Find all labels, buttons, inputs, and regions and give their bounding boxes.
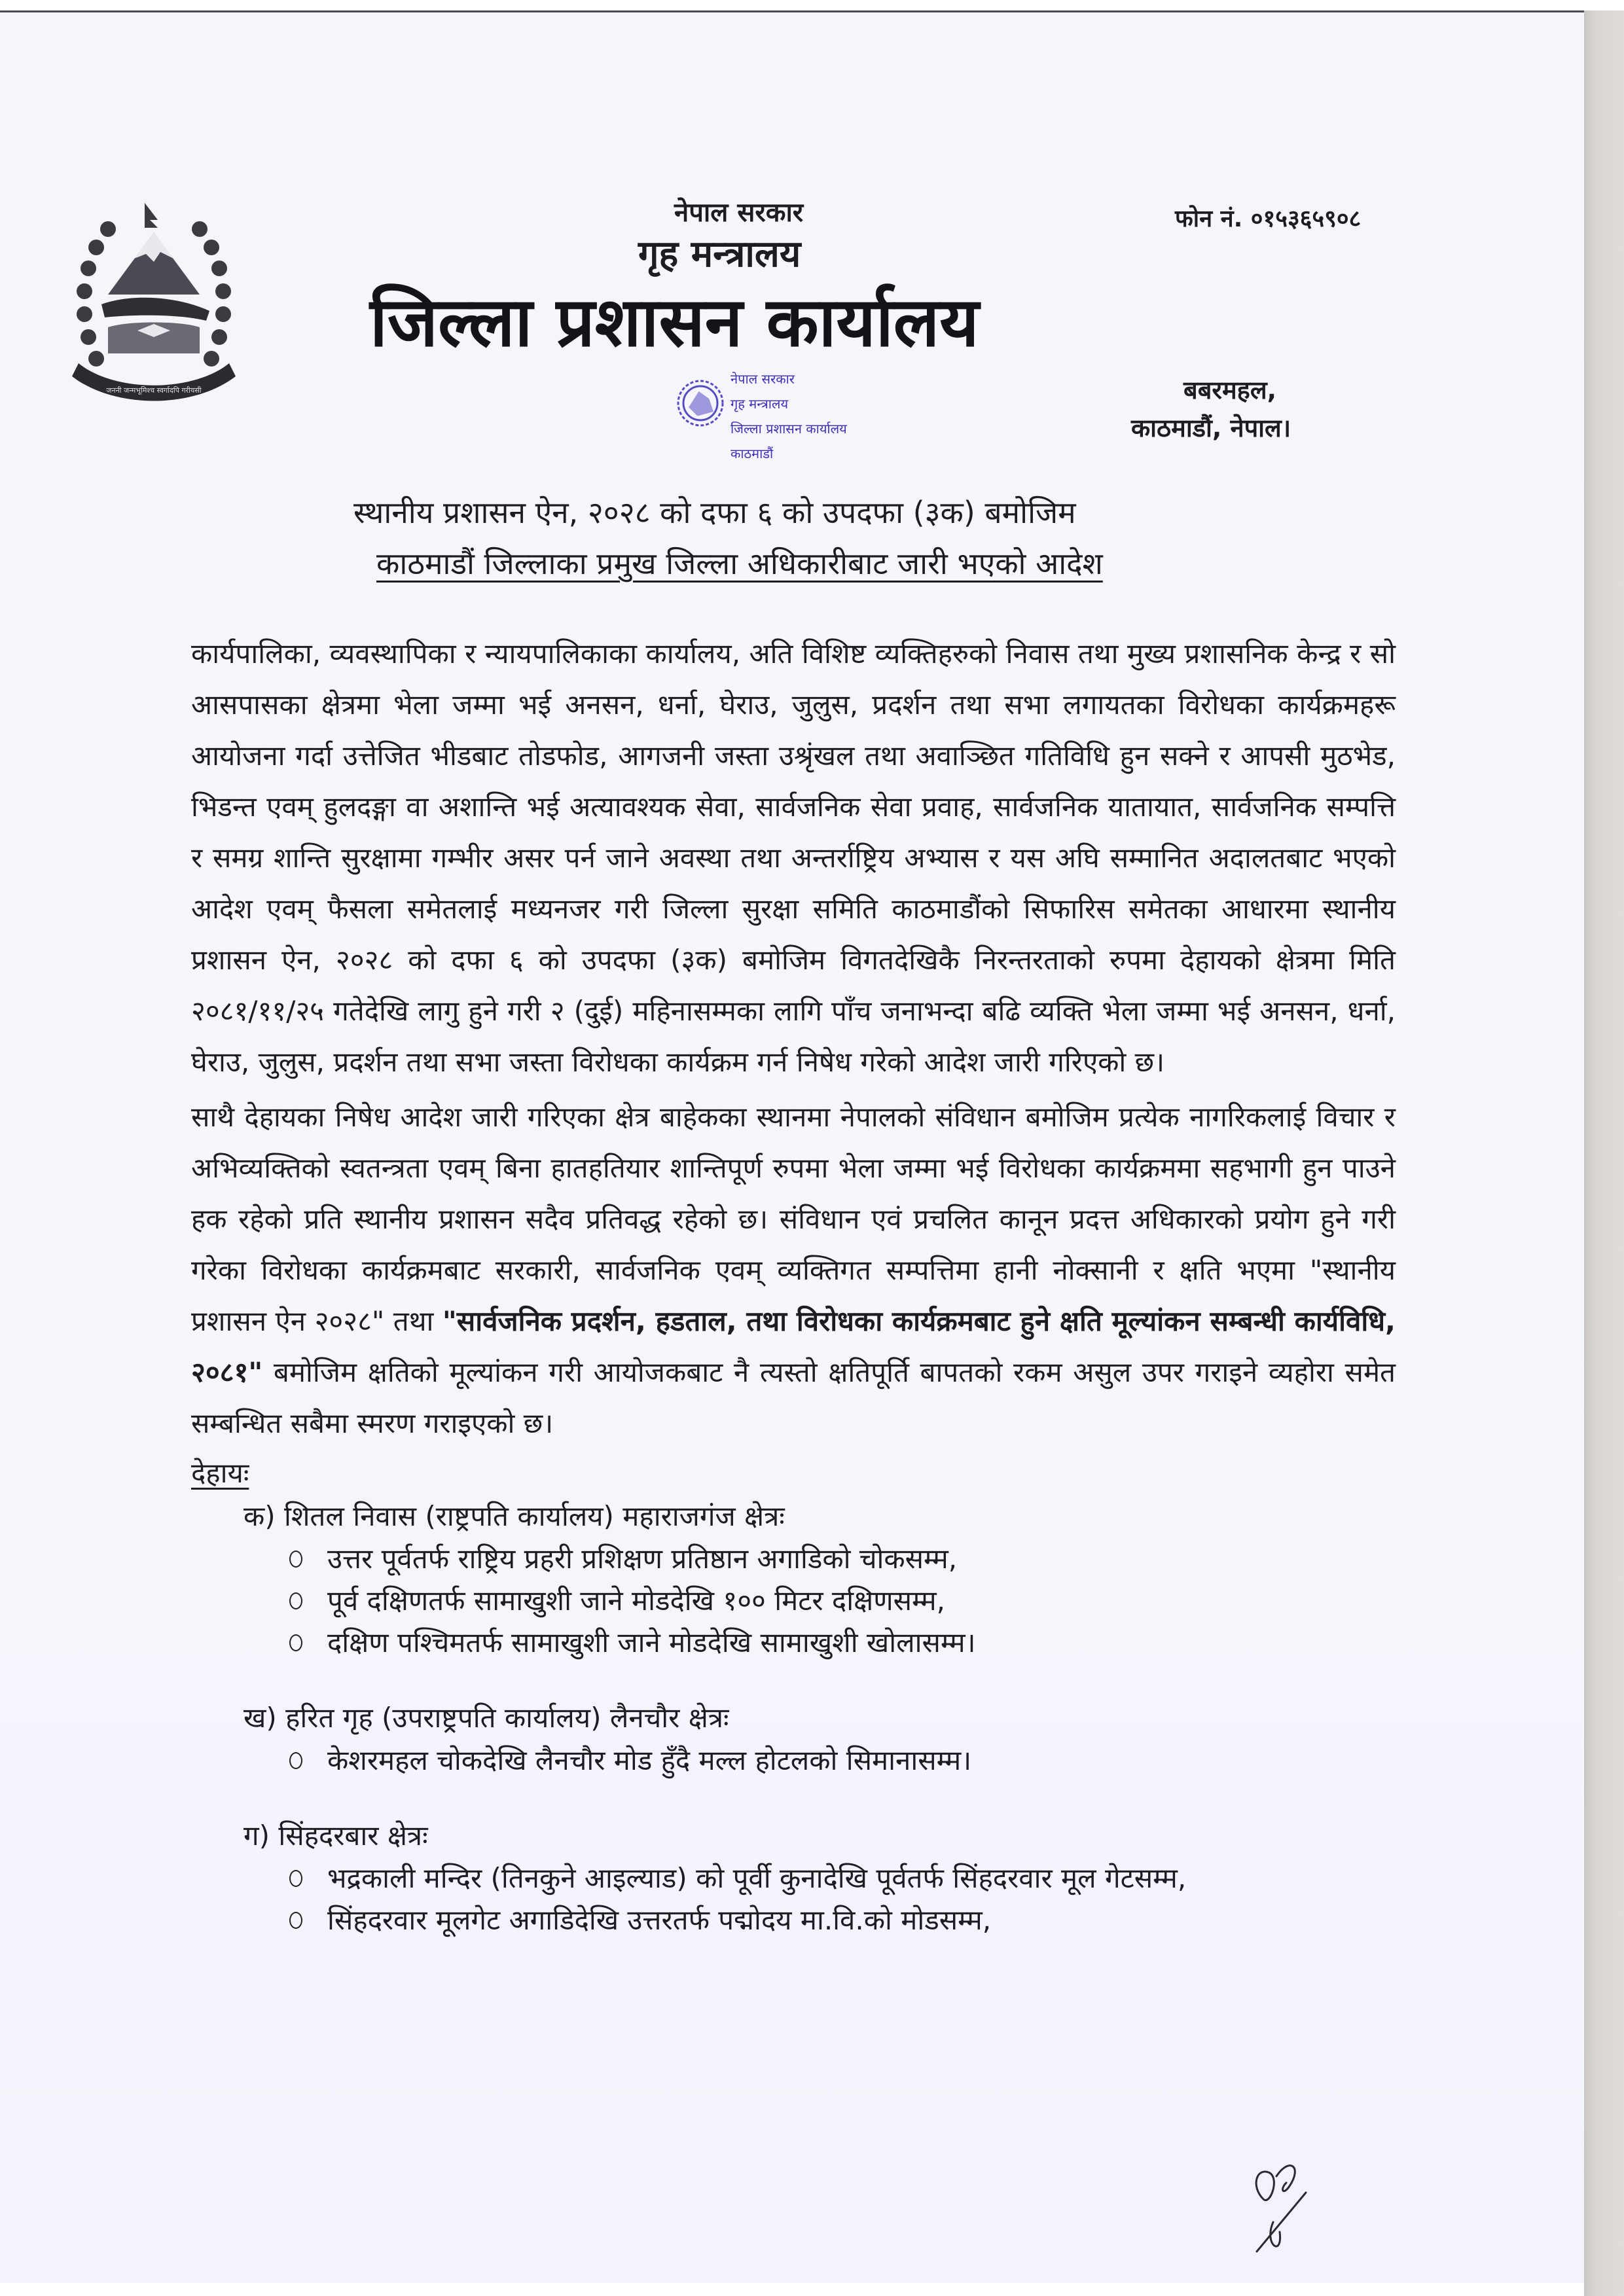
address-line-1: बबरमहल, <box>1183 376 1277 404</box>
section-title-ka: क) शितल निवास (राष्ट्रपति कार्यालय) महाराजगंज क्षेत्रः <box>244 1500 785 1532</box>
list-item <box>289 1857 1396 1899</box>
scan-edge-line <box>0 10 1584 12</box>
paragraph-2-text-c: बमोजिम क्षतिको मूल्यांकन गरी आयोजकबाट नै त्यस्तो क्षतिपूर्ति बापतको रकम असुल उपर गराइने व्यहोरा समेत सम्बन्धित सबैमा स्मरण गराइएको छ। <box>191 1356 1396 1439</box>
official-stamp <box>674 364 871 482</box>
flag-shape <box>145 203 158 228</box>
procedure-reference: "सार्वजनिक प्रदर्शन, हडताल, तथा विरोधका कार्यक्रमबाट हुने क्षति मूल्यांकन सम्बन्धी कार्यविधि, २०८१" <box>191 1305 1396 1388</box>
section-title-ga: ग) सिंहदरबार क्षेत्रः <box>244 1820 428 1852</box>
bullet-circle-icon <box>289 1551 302 1568</box>
emblem-motto: जननी जन्मभूमिश्च स्वर्गादपि गरीयसी <box>106 386 202 395</box>
paragraph-2-text-a: साथै देहायका निषेध आदेश जारी गरिएका क्षेत्र बाहेकका स्थानमा नेपालको संविधान बमोजिम प्रत्येक नागरिकलाई विचार र अभिव्यक्तिको स्वतन्त्रता एवम् बिना हातहतियार शान्तिपूर्ण रुपमा भेला जम्मा भई विरोधका कार्यक्रममा सहभागी हुन पाउने हक रहेको प्रति स्थानीय प्रशासन सदैव प्रतिवद्ध रहेको छ। संविधान एवं प्रचलित कानून प्रदत्त अधिकारको प्रयोग हुने गरी गरेका विरोधका कार्यक्रमबाट सरकारी, सार्वजनिक एवम् व्यक्तिगत सम्पत्तिमा हानी नोक्सानी र क्षति भएमा <box>191 1101 1396 1286</box>
bullet-circle-icon <box>289 1870 302 1887</box>
bullet-circle-icon <box>289 1634 302 1651</box>
list-item <box>289 1740 1396 1782</box>
body-paragraph-2 <box>191 1092 1396 1449</box>
order-body <box>191 628 1396 1449</box>
bullet-circle-icon <box>289 1752 302 1769</box>
list-item-text: सिंहदरवार मूलगेट अगाडिदेखि उत्तरतर्फ पद्मोदय मा.वि.को मोडसम्म, <box>327 1904 992 1936</box>
list-item <box>289 1622 1396 1664</box>
government-name: नेपाल सरकार <box>674 198 804 228</box>
bullet-circle-icon <box>289 1592 302 1609</box>
list-item-text: पूर्व दक्षिणतर्फ सामाखुशी जाने मोडदेखि १०० मिटर दक्षिणसम्म, <box>327 1585 945 1617</box>
scan-margin-bottom <box>0 2283 1584 2296</box>
stamp-line-1: नेपाल सरकार <box>731 371 795 387</box>
signature <box>1244 2160 1322 2258</box>
list-item <box>289 1538 1396 1580</box>
stamp-line-2: गृह मन्त्रालय <box>731 396 789 412</box>
ministry-name: गृह मन्त्रालय <box>638 233 801 276</box>
list-item <box>289 1580 1396 1622</box>
body-paragraph-1: कार्यपालिका, व्यवस्थापिका र न्यायपालिकाका कार्यालय, अति विशिष्ट व्यक्तिहरुको निवास तथा मुख्य प्रशासनिक केन्द्र र सो आसपासका क्षेत्रमा भेला जम्मा भई अनसन, धर्ना, घेराउ, जुलुस, प्रदर्शन तथा सभा लगायतका विरोधका कार्यक्रमहरू आयोजना गर्दा उत्तेजित भीडबाट तोडफोड, आगजनी जस्ता उश्रृंखल तथा अवाञ्छित गतिविधि हुन सक्ने र आपसी मुठभेड, भिडन्त एवम् हुलदङ्गा वा अशान्ति भई अत्यावश्यक सेवा, सार्वजनिक सेवा प्रवाह, सार्वजनिक यातायात, सार्वजनिक सम्पत्ति र समग्र शान्ति सुरक्षामा गम्भीर असर पर्न जाने अवस्था तथा अन्तर्राष्ट्रिय अभ्यास र यस अघि सम्मानित अदालतबाट भएको आदेश एवम् फैसला समेतलाई मध्यनजर गरी जिल्ला सुरक्षा समिति काठमाडौंको सिफारिस समेतका आधारमा स्थानीय प्रशासन ऐन, २०२८ को दफा ६ को उपदफा (३क) बमोजिम विगतदेखिकै निरन्तरताको रुपमा देहायको क्षेत्रमा मिति २०८१/११/२५ गतेदेखि लागु हुने गरी २ (दुई) महिनासम्मका लागि पाँच जनाभन्दा बढि व्यक्ति भेला जम्मा भई अनसन, धर्ना, घेराउ, जुलुस, प्रदर्शन तथा सभा जस्ता विरोधका कार्यक्रम गर्न निषेध गरेको आदेश जारी गरिएको छ। <box>191 637 1396 1078</box>
areas-heading: देहायः <box>191 1457 249 1489</box>
paragraph-2-text-b: तथा <box>384 1305 442 1337</box>
act-reference: "स्थानीय प्रशासन ऐन २०२८" <box>191 1254 1396 1337</box>
nepal-emblem-icon <box>62 196 245 419</box>
restricted-areas <box>191 1452 1396 1941</box>
list-item-text: भद्रकाली मन्दिर (तिनकुने आइल्याड) को पूर्वी कुनादेखि पूर्वतर्फ सिंहदरवार मूल गेटसम्म, <box>327 1862 1187 1894</box>
phone-number: फोन नं. ०१५३६५९०८ <box>1175 206 1362 232</box>
stamp-line-3: जिल्ला प्रशासन कार्यालय <box>731 421 847 437</box>
address-line-2: काठमाडौं, नेपाल। <box>1131 414 1291 442</box>
subject-line-2: काठमाडौं जिल्लाका प्रमुख जिल्ला अधिकारीबाट जारी भएको आदेश <box>376 546 1103 581</box>
order-content <box>191 628 1396 1941</box>
subject-line-1: स्थानीय प्रशासन ऐन, २०२८ को दफा ६ को उपदफा (३क) बमोजिम <box>353 495 1076 530</box>
bullet-circle-icon <box>289 1912 302 1929</box>
stamp-line-4: काठमाडौं <box>731 446 774 461</box>
list-item <box>289 1899 1396 1941</box>
list-item-text: केशरमहल चोकदेखि लैनचौर मोड हुँदै मल्ल होटलको सिमानासम्म। <box>327 1744 972 1776</box>
office-name: जिल्ला प्रशासन कार्यालय <box>370 282 979 362</box>
list-item-text: उत्तर पूर्वतर्फ राष्ट्रिय प्रहरी प्रशिक्षण प्रतिष्ठान अगाडिको चोकसम्म, <box>327 1543 958 1575</box>
scan-margin-top <box>0 0 1624 10</box>
scan-edge-right <box>1584 10 1624 2296</box>
list-item-text: दक्षिण पश्चिमतर्फ सामाखुशी जाने मोडदेखि सामाखुशी खोलासम्म। <box>327 1626 976 1659</box>
section-title-kha: ख) हरित गृह (उपराष्ट्रपति कार्यालय) लैनचौर क्षेत्रः <box>244 1702 729 1734</box>
